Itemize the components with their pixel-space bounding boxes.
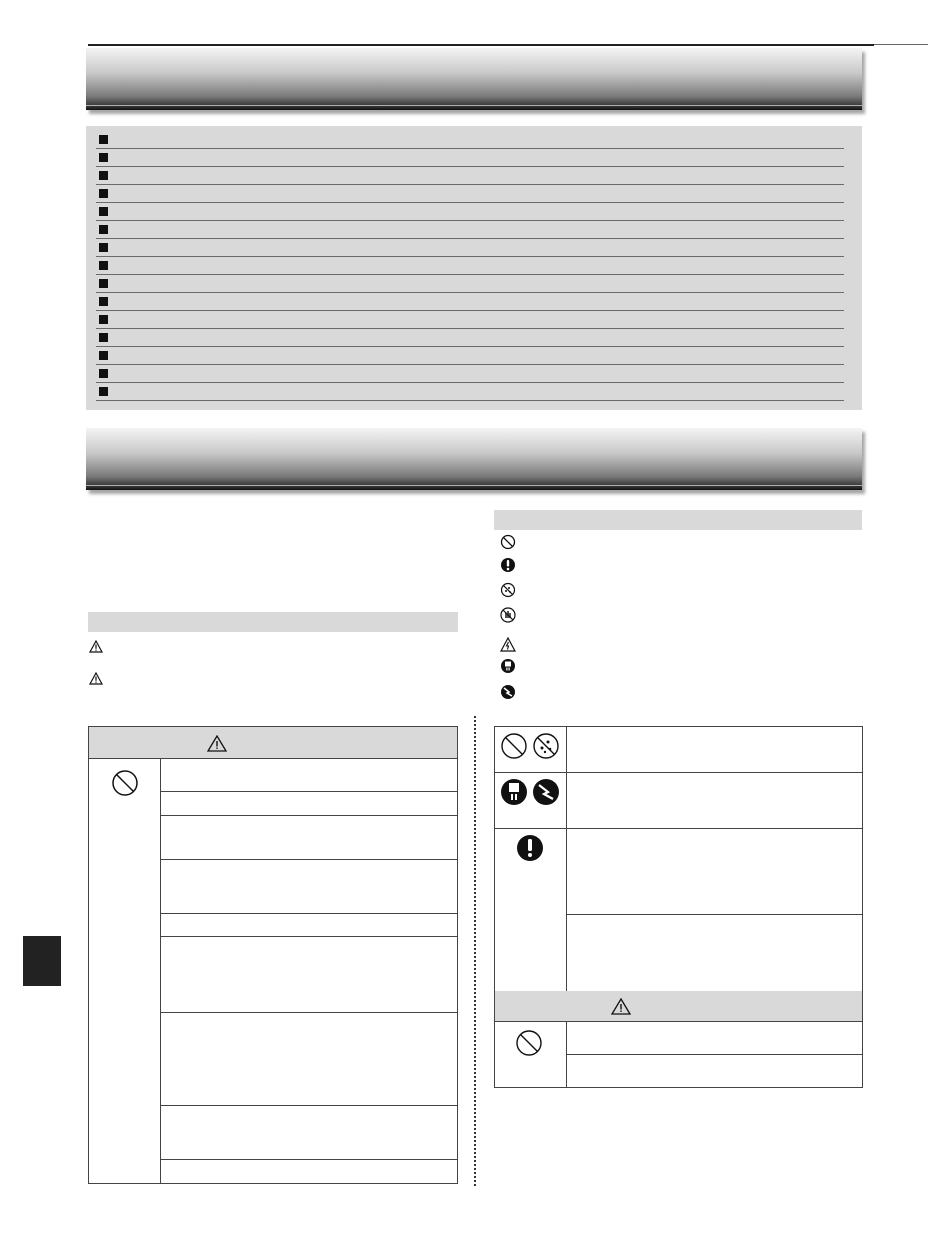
top-rule-extension: [874, 44, 928, 45]
list-item[interactable]: [96, 238, 844, 257]
warning-table: [88, 726, 458, 1184]
section-banner-safety: [86, 428, 862, 490]
list-item[interactable]: [96, 184, 844, 203]
bullet-square-icon: [99, 189, 108, 198]
column-divider: [474, 716, 476, 1186]
ground-connection-icon: [499, 683, 517, 701]
caution-triangle-icon: [88, 670, 104, 686]
table-column-line: [566, 727, 567, 991]
list-item[interactable]: [96, 166, 844, 185]
bullet-square-icon: [99, 225, 108, 234]
prohibited-circle-icon: [513, 1027, 545, 1059]
section-banner-contents: [86, 48, 862, 110]
list-item[interactable]: [96, 328, 844, 347]
bullet-square-icon: [99, 171, 108, 180]
list-item[interactable]: [96, 310, 844, 329]
table-row-divider: [160, 859, 457, 860]
list-item[interactable]: [96, 274, 844, 293]
bullet-square-icon: [99, 351, 108, 360]
warning-table-header: [89, 727, 457, 759]
table-row-divider: [160, 1012, 457, 1013]
bullet-square-icon: [99, 207, 108, 216]
ground-connection-icon: [531, 777, 561, 807]
bullet-square-icon: [99, 153, 108, 162]
bullet-square-icon: [99, 315, 108, 324]
symbol-explanation-bar: [88, 612, 458, 632]
list-item[interactable]: [96, 364, 844, 383]
warning-triangle-icon: [88, 638, 104, 654]
prohibited-circle-icon: [107, 765, 143, 801]
unplug-icon: [499, 657, 517, 675]
no-splash-icon: [531, 731, 561, 761]
table-row-divider: [160, 913, 457, 914]
safety-table: [494, 726, 863, 1088]
prohibited-circle-icon: [499, 533, 517, 551]
bullet-square-icon: [99, 369, 108, 378]
table-row-divider: [160, 1105, 457, 1106]
table-row-divider: [495, 828, 862, 829]
table-row-divider: [566, 1054, 862, 1055]
table-row-divider: [495, 772, 862, 773]
prohibited-circle-icon: [499, 731, 529, 761]
exclamation-circle-icon: [499, 556, 517, 574]
top-rule: [88, 44, 874, 46]
list-item[interactable]: [96, 202, 844, 221]
table-row-divider: [160, 791, 457, 792]
bullet-square-icon: [99, 261, 108, 270]
table-row-divider: [160, 1159, 457, 1160]
list-item[interactable]: [96, 292, 844, 311]
caution-triangle-icon: [611, 997, 631, 1015]
contents-list: [86, 126, 862, 410]
table-row-divider: [160, 936, 457, 937]
table-row-divider: [566, 914, 862, 915]
list-item[interactable]: [96, 130, 844, 149]
list-item[interactable]: [96, 382, 844, 401]
list-item[interactable]: [96, 220, 844, 239]
section-tab: [23, 936, 61, 986]
bullet-square-icon: [99, 333, 108, 342]
no-wet-hands-icon: [499, 606, 517, 624]
no-splash-icon: [499, 581, 517, 599]
table-column-line: [160, 758, 161, 1183]
list-item[interactable]: [96, 148, 844, 167]
symbol-legend-bar: [494, 510, 862, 530]
bullet-square-icon: [99, 387, 108, 396]
bullet-square-icon: [99, 243, 108, 252]
bullet-square-icon: [99, 135, 108, 144]
bullet-square-icon: [99, 279, 108, 288]
exclamation-circle-icon: [515, 833, 545, 863]
electric-warning-icon: [499, 635, 517, 653]
table-row-divider: [160, 815, 457, 816]
bullet-square-icon: [99, 297, 108, 306]
caution-table-header: [495, 991, 862, 1022]
list-item[interactable]: [96, 346, 844, 365]
list-item[interactable]: [96, 256, 844, 275]
warning-triangle-icon: [207, 734, 227, 752]
unplug-icon: [499, 777, 529, 807]
